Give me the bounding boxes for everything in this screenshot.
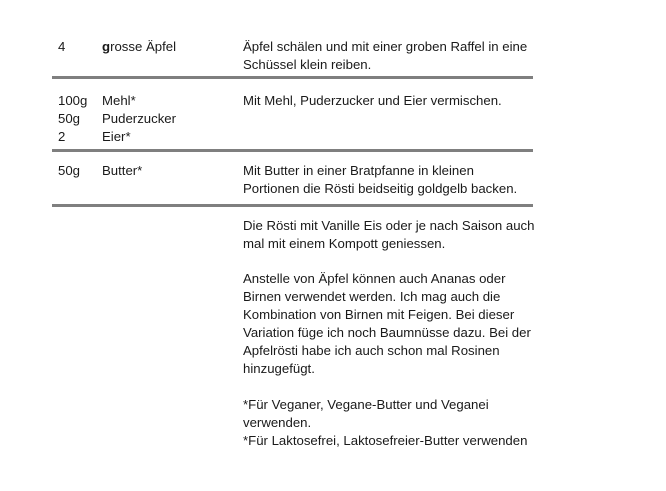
text-line: verwenden. — [243, 415, 312, 430]
instruction-text — [243, 38, 543, 74]
ingredient: Eier* — [102, 129, 131, 144]
ingredient-column — [102, 92, 176, 146]
quantity: 100g — [58, 93, 88, 108]
text-line: Birnen verwendet werden. Ich mag auch die — [243, 289, 501, 304]
instruction-text — [243, 92, 543, 110]
section-divider — [52, 149, 533, 152]
quantity-column — [58, 92, 87, 146]
ingredient: Mehl* — [102, 93, 136, 108]
quantity: 4 — [58, 39, 66, 54]
text-line: Anstelle von Äpfel können auch Ananas oder — [243, 271, 506, 286]
quantity-column — [58, 162, 80, 180]
text-line: *Für Veganer, Vegane-Butter und Veganei — [243, 397, 489, 412]
instruction-text — [243, 162, 543, 198]
text-line: Apfelrösti habe ich auch schon mal Rosinen — [243, 343, 500, 358]
instruction-line: Äpfel schälen und mit einer groben Raffel in eine — [243, 39, 528, 54]
serving-text — [243, 217, 543, 253]
text-line: hinzugefügt. — [243, 361, 315, 376]
instruction-line: Mit Butter in einer Bratpfanne in kleinen — [243, 163, 474, 178]
ingredient-column — [102, 162, 142, 180]
quantity-column — [58, 38, 65, 56]
ingredient-column — [102, 38, 176, 56]
quantity: 50g — [58, 111, 81, 126]
section-divider — [52, 204, 533, 207]
text-line: Variation füge ich noch Baumnüsse dazu. Bei der — [243, 325, 531, 340]
text-line: mal mit einem Kompott geniessen. — [243, 236, 446, 251]
variation-text — [243, 270, 543, 378]
ingredient-bold-letter: g — [102, 39, 111, 54]
ingredient: Butter* — [102, 163, 143, 178]
instruction-line: Portionen die Rösti beidseitig goldgelb backen. — [243, 181, 518, 196]
section-divider — [52, 76, 533, 79]
text-line: Kombination von Birnen mit Feigen. Bei dieser — [243, 307, 515, 322]
text-line: *Für Laktosefrei, Laktosefreier-Butter verwenden — [243, 433, 528, 448]
ingredient: Puderzucker — [102, 111, 177, 126]
notes-text — [243, 396, 563, 450]
quantity: 2 — [58, 129, 66, 144]
ingredient-text: rosse Äpfel — [110, 39, 177, 54]
instruction-line: Schüssel klein reiben. — [243, 57, 372, 72]
text-line: Die Rösti mit Vanille Eis oder je nach Saison auch — [243, 218, 535, 233]
instruction-line: Mit Mehl, Puderzucker und Eier vermischen. — [243, 93, 502, 108]
ingredient — [102, 38, 176, 56]
quantity: 50g — [58, 163, 81, 178]
